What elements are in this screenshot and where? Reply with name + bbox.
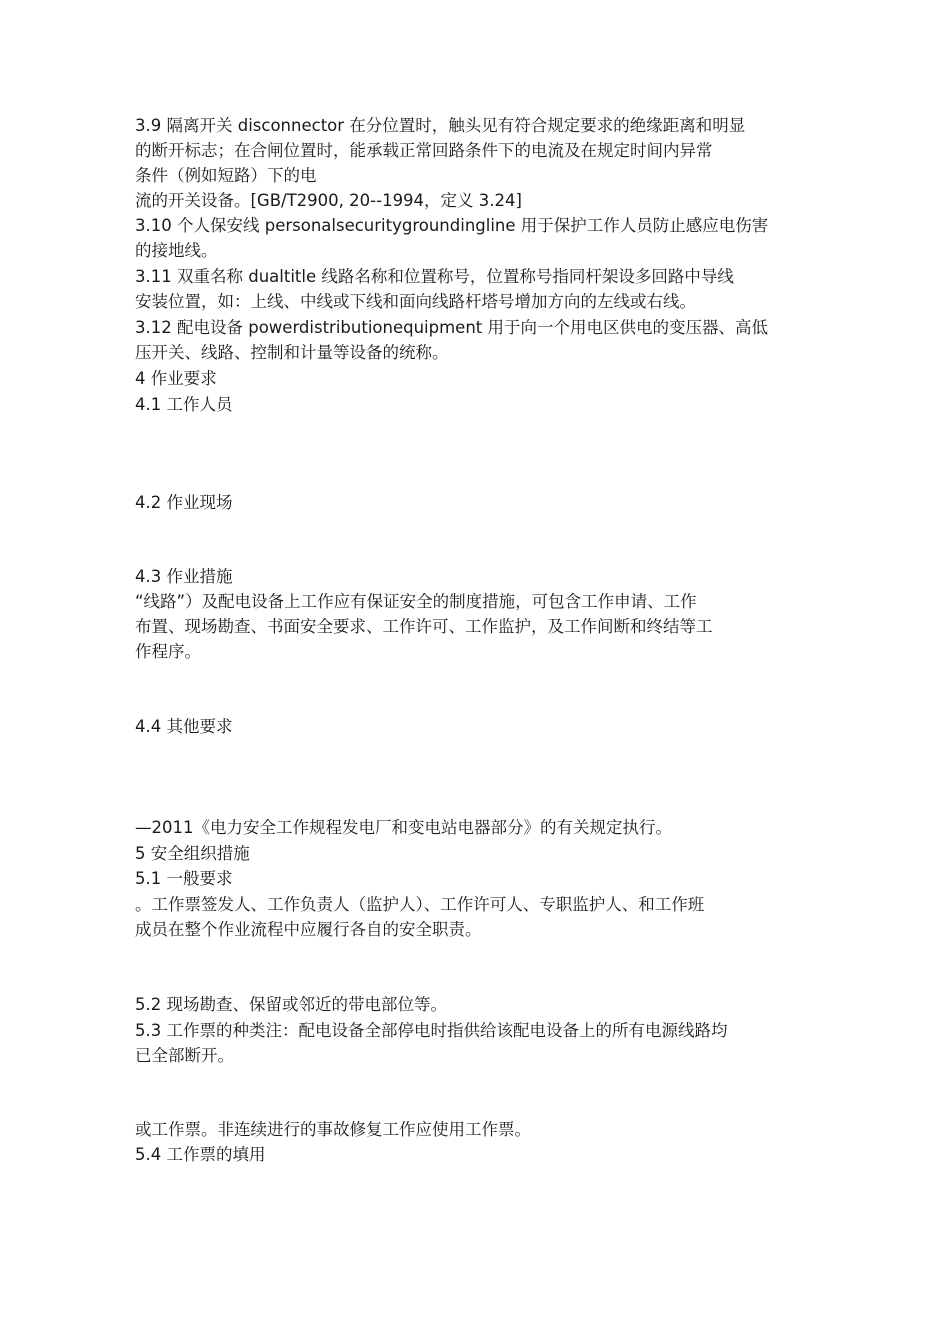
heading-4-1: 4.1 工作人员	[135, 395, 233, 414]
heading-4-4: 4.4 其他要求	[135, 717, 233, 736]
heading-5-4: 5.4 工作票的填用	[135, 1145, 266, 1164]
line-3-11-cont: 安装位置，如：上线、中线或下线和面向线路杆塔号增加方向的左线或右线。	[135, 292, 696, 311]
heading-5-2: 5.2 现场勘查、保留或邻近的带电部位等。	[135, 995, 447, 1014]
line-4-3-body-1: “线路”）及配电设备上工作应有保证安全的制度措施，可包含工作申请、工作	[135, 592, 697, 611]
line-5-1-body-1: 。工作票签发人、工作负责人（监护人）、工作许可人、专职监护人、和工作班	[135, 895, 705, 914]
line-4-4-body: —2011《电力安全工作规程发电厂和变电站电器部分》的有关规定执行。	[135, 818, 672, 837]
line-3-11: 3.11 双重名称 dualtitle 线路名称和位置称号，位置称号指同杆架设多回路中导线	[135, 267, 734, 286]
line-4-3-body-2: 布置、现场勘查、书面安全要求、工作许可、工作监护，及工作间断和终结等工	[135, 617, 713, 636]
line-3-9-cont-1: 的断开标志；在合闸位置时，能承载正常回路条件下的电流及在规定时间内异常	[135, 141, 713, 160]
heading-5-3: 5.3 工作票的种类注：配电设备全部停电时指供给该配电设备上的所有电源线路均	[135, 1021, 728, 1040]
heading-4-3: 4.3 作业措施	[135, 567, 233, 586]
line-3-10-cont: 的接地线。	[135, 241, 218, 260]
line-3-12: 3.12 配电设备 powerdistributionequipment 用于向一个用电区供电的变压器、高低	[135, 318, 769, 337]
line-5-3-body: 已全部断开。	[135, 1046, 234, 1065]
line-4-3-body-3: 作程序。	[135, 642, 201, 661]
heading-4-2: 4.2 作业现场	[135, 493, 233, 512]
heading-5-1: 5.1 一般要求	[135, 869, 233, 888]
line-3-9-cont-3: 流的开关设备。[GB/T2900, 20--1994，定义 3.24]	[135, 191, 522, 210]
line-3-12-cont: 压开关、线路、控制和计量等设备的统称。	[135, 343, 449, 362]
heading-5: 5 安全组织措施	[135, 844, 250, 863]
line-3-9-cont-2: 条件（例如短路）下的电	[135, 166, 317, 185]
line-3-10: 3.10 个人保安线 personalsecuritygroundingline 用于保护工作人员防止感应电伤害	[135, 216, 769, 235]
line-5-1-body-2: 成员在整个作业流程中应履行各自的安全职责。	[135, 920, 482, 939]
line-3-9: 3.9 隔离开关 disconnector 在分位置时，触头见有符合规定要求的绝缘距离和明显	[135, 116, 746, 135]
line-5-3-body-2: 或工作票。非连续进行的事故修复工作应使用工作票。	[135, 1120, 531, 1139]
heading-4: 4 作业要求	[135, 369, 217, 388]
